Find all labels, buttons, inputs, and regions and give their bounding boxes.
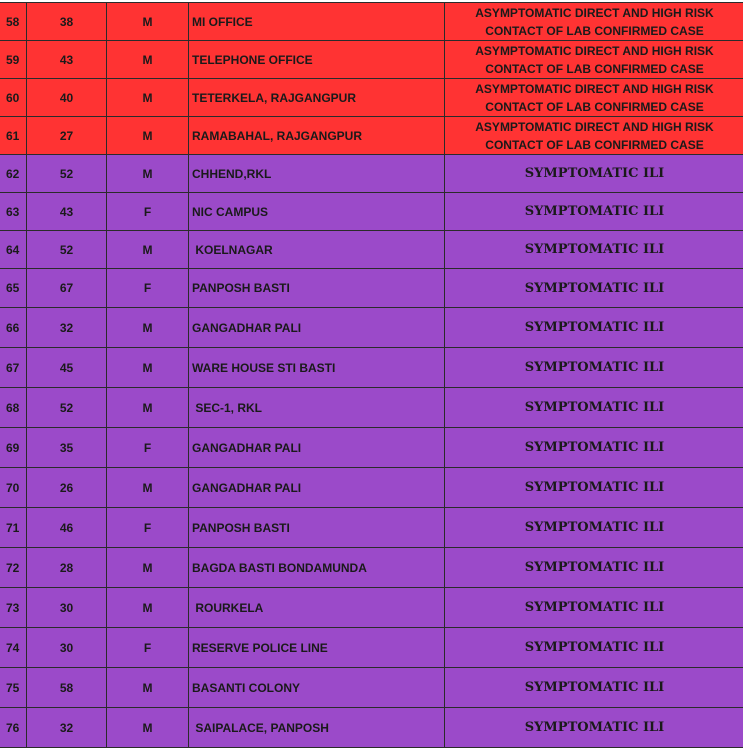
- address-cell: RAMABAHAL, RAJGANGPUR: [189, 117, 445, 155]
- address-cell: PANPOSH BASTI: [189, 269, 445, 308]
- sex-cell: M: [107, 668, 189, 708]
- address-cell: SEC-1, RKL: [189, 388, 445, 428]
- age-cell: 40: [27, 79, 107, 117]
- table-row: [0, 231, 743, 269]
- category-cell: SYMPTOMATIC ILI: [445, 588, 743, 628]
- age-cell: 30: [27, 588, 107, 628]
- sex-cell: F: [107, 628, 189, 668]
- table-row: [0, 308, 743, 348]
- serial-cell: 59: [0, 41, 27, 79]
- age-cell: 52: [27, 155, 107, 193]
- category-cell: SYMPTOMATIC ILI: [445, 155, 743, 193]
- address-cell: TETERKELA, RAJGANGPUR: [189, 79, 445, 117]
- serial-cell: 64: [0, 231, 27, 269]
- age-cell: 52: [27, 231, 107, 269]
- category-cell: SYMPTOMATIC ILI: [445, 668, 743, 708]
- sex-cell: F: [107, 508, 189, 548]
- serial-cell: 62: [0, 155, 27, 193]
- address-cell: BAGDA BASTI BONDAMUNDA: [189, 548, 445, 588]
- address-cell: KOELNAGAR: [189, 231, 445, 269]
- address-cell: MI OFFICE: [189, 3, 445, 41]
- table-row: [0, 708, 743, 748]
- address-cell: NIC CAMPUS: [189, 193, 445, 231]
- serial-cell: 67: [0, 348, 27, 388]
- category-cell: SYMPTOMATIC ILI: [445, 508, 743, 548]
- serial-cell: 76: [0, 708, 27, 748]
- table-row: [0, 41, 743, 79]
- age-cell: 35: [27, 428, 107, 468]
- serial-cell: 63: [0, 193, 27, 231]
- age-cell: 43: [27, 41, 107, 79]
- age-cell: 30: [27, 628, 107, 668]
- serial-cell: 73: [0, 588, 27, 628]
- category-cell: SYMPTOMATIC ILI: [445, 388, 743, 428]
- table-row: [0, 508, 743, 548]
- category-cell: ASYMPTOMATIC DIRECT AND HIGH RISK CONTACT OF LAB CONFIRMED CASE: [445, 41, 743, 79]
- age-cell: 26: [27, 468, 107, 508]
- address-cell: WARE HOUSE STI BASTI: [189, 348, 445, 388]
- table-row: [0, 588, 743, 628]
- serial-cell: 68: [0, 388, 27, 428]
- category-cell: SYMPTOMATIC ILI: [445, 193, 743, 231]
- category-cell: SYMPTOMATIC ILI: [445, 708, 743, 748]
- table-row: [0, 269, 743, 308]
- sex-cell: M: [107, 3, 189, 41]
- serial-cell: 70: [0, 468, 27, 508]
- category-cell: SYMPTOMATIC ILI: [445, 308, 743, 348]
- age-cell: 52: [27, 388, 107, 428]
- sex-cell: M: [107, 155, 189, 193]
- sex-cell: M: [107, 41, 189, 79]
- address-cell: BASANTI COLONY: [189, 668, 445, 708]
- age-cell: 46: [27, 508, 107, 548]
- category-cell: SYMPTOMATIC ILI: [445, 428, 743, 468]
- serial-cell: 61: [0, 117, 27, 155]
- category-cell: ASYMPTOMATIC DIRECT AND HIGH RISK CONTACT OF LAB CONFIRMED CASE: [445, 3, 743, 41]
- case-table: [0, 2, 743, 748]
- sex-cell: M: [107, 79, 189, 117]
- age-cell: 38: [27, 3, 107, 41]
- age-cell: 32: [27, 708, 107, 748]
- category-cell: SYMPTOMATIC ILI: [445, 269, 743, 308]
- sex-cell: M: [107, 588, 189, 628]
- serial-cell: 71: [0, 508, 27, 548]
- sex-cell: M: [107, 388, 189, 428]
- sex-cell: F: [107, 269, 189, 308]
- sex-cell: M: [107, 231, 189, 269]
- table-row: [0, 155, 743, 193]
- table-row: [0, 117, 743, 155]
- serial-cell: 66: [0, 308, 27, 348]
- table-row: [0, 388, 743, 428]
- category-cell: SYMPTOMATIC ILI: [445, 348, 743, 388]
- table-row: [0, 3, 743, 41]
- category-cell: ASYMPTOMATIC DIRECT AND HIGH RISK CONTACT OF LAB CONFIRMED CASE: [445, 79, 743, 117]
- age-cell: 67: [27, 269, 107, 308]
- serial-cell: 58: [0, 3, 27, 41]
- sex-cell: M: [107, 308, 189, 348]
- table-row: [0, 348, 743, 388]
- sex-cell: F: [107, 428, 189, 468]
- sex-cell: M: [107, 708, 189, 748]
- table-row: [0, 628, 743, 668]
- address-cell: TELEPHONE OFFICE: [189, 41, 445, 79]
- serial-cell: 74: [0, 628, 27, 668]
- age-cell: 45: [27, 348, 107, 388]
- age-cell: 32: [27, 308, 107, 348]
- address-cell: CHHEND,RKL: [189, 155, 445, 193]
- category-cell: ASYMPTOMATIC DIRECT AND HIGH RISK CONTACT OF LAB CONFIRMED CASE: [445, 117, 743, 155]
- serial-cell: 75: [0, 668, 27, 708]
- serial-cell: 60: [0, 79, 27, 117]
- table-row: [0, 79, 743, 117]
- table-row: [0, 428, 743, 468]
- category-cell: SYMPTOMATIC ILI: [445, 548, 743, 588]
- category-cell: SYMPTOMATIC ILI: [445, 628, 743, 668]
- address-cell: GANGADHAR PALI: [189, 468, 445, 508]
- sex-cell: M: [107, 548, 189, 588]
- address-cell: ROURKELA: [189, 588, 445, 628]
- age-cell: 27: [27, 117, 107, 155]
- category-cell: SYMPTOMATIC ILI: [445, 231, 743, 269]
- serial-cell: 69: [0, 428, 27, 468]
- serial-cell: 72: [0, 548, 27, 588]
- table-row: [0, 668, 743, 708]
- sex-cell: F: [107, 193, 189, 231]
- table-row: [0, 468, 743, 508]
- sex-cell: M: [107, 468, 189, 508]
- age-cell: 43: [27, 193, 107, 231]
- age-cell: 28: [27, 548, 107, 588]
- address-cell: PANPOSH BASTI: [189, 508, 445, 548]
- address-cell: RESERVE POLICE LINE: [189, 628, 445, 668]
- address-cell: GANGADHAR PALI: [189, 308, 445, 348]
- address-cell: GANGADHAR PALI: [189, 428, 445, 468]
- serial-cell: 65: [0, 269, 27, 308]
- table-row: [0, 548, 743, 588]
- sex-cell: M: [107, 348, 189, 388]
- table-row: [0, 193, 743, 231]
- category-cell: SYMPTOMATIC ILI: [445, 468, 743, 508]
- age-cell: 58: [27, 668, 107, 708]
- sex-cell: M: [107, 117, 189, 155]
- address-cell: SAIPALACE, PANPOSH: [189, 708, 445, 748]
